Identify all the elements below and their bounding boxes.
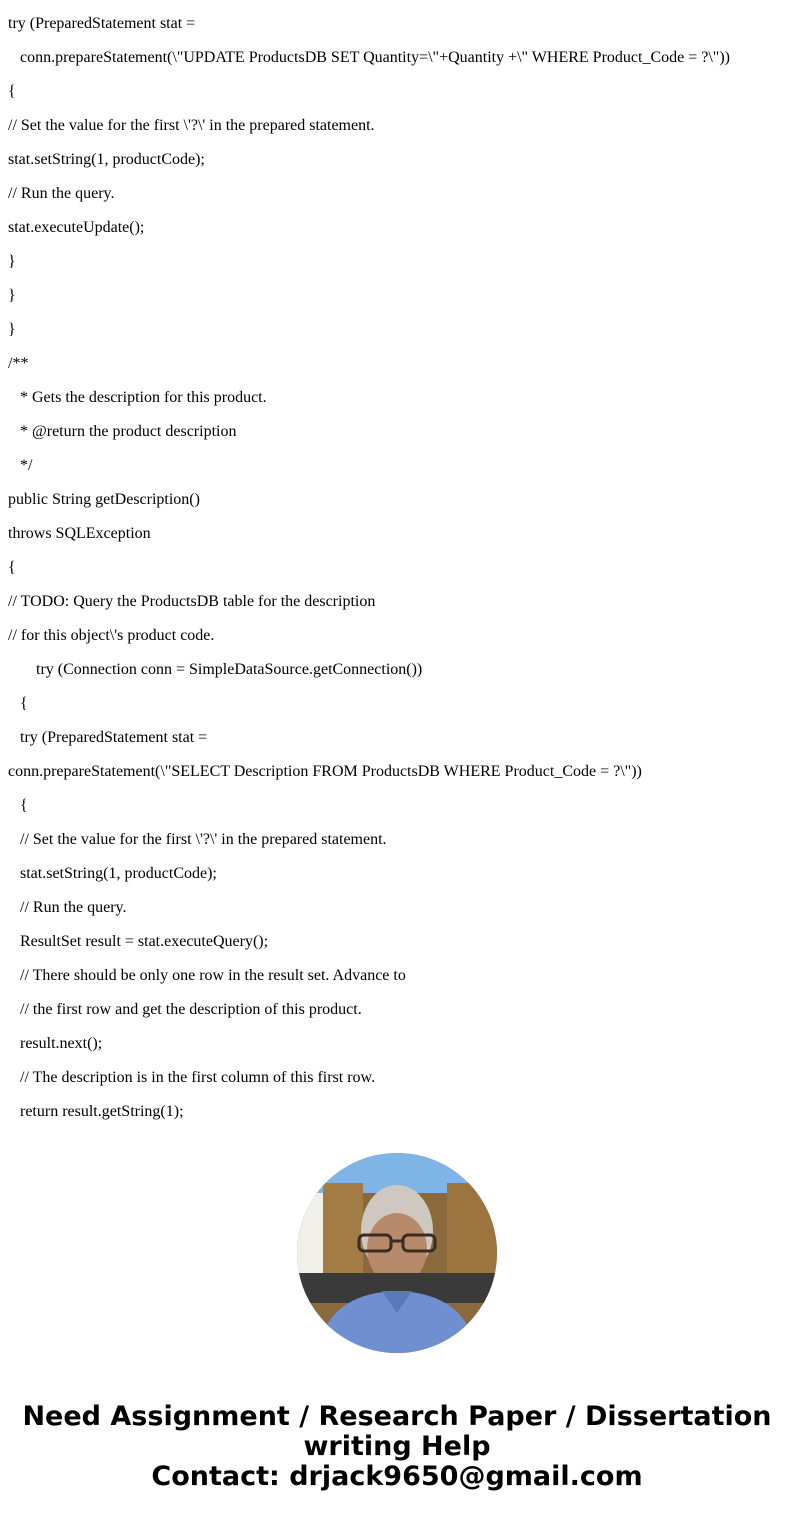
code-line: // for this object\'s product code. [8, 627, 215, 644]
code-line: // Set the value for the first \'?\' in the prepared statement. [8, 117, 375, 134]
code-line: // Run the query. [8, 899, 127, 916]
code-line: return result.getString(1); [8, 1103, 184, 1120]
code-line: // the first row and get the description of this product. [8, 1001, 362, 1018]
code-line: result.next(); [8, 1035, 103, 1052]
code-line: * @return the product description [8, 423, 237, 440]
code-line: } [8, 321, 16, 338]
code-line: // Run the query. [8, 185, 115, 202]
code-line: try (PreparedStatement stat = [8, 15, 196, 32]
code-line: throws SQLException [8, 525, 151, 542]
code-line: stat.executeUpdate(); [8, 219, 145, 236]
code-line: try (PreparedStatement stat = [8, 729, 208, 746]
code-line: stat.setString(1, productCode); [8, 151, 205, 168]
code-line: } [8, 287, 16, 304]
code-line: ResultSet result = stat.executeQuery(); [8, 933, 269, 950]
contact-banner [0, 1402, 794, 1492]
code-line: { [8, 695, 28, 712]
code-line: { [8, 83, 16, 100]
code-line: { [8, 559, 16, 576]
contact-email: Contact: drjack9650@gmail.com [151, 1461, 643, 1492]
code-line: stat.setString(1, productCode); [8, 865, 217, 882]
code-line: /** [8, 355, 29, 372]
code-line: * Gets the description for this product. [8, 389, 267, 406]
code-line: } [8, 253, 16, 270]
avatar-portrait-image [297, 1153, 497, 1353]
code-line: // The description is in the first column of this first row. [8, 1069, 376, 1086]
code-line: // There should be only one row in the result set. Advance to [8, 967, 406, 984]
code-line: */ [8, 457, 33, 474]
code-line: // TODO: Query the ProductsDB table for the description [8, 593, 376, 610]
code-line: conn.prepareStatement(\"UPDATE ProductsDB SET Quantity=\"+Quantity +\" WHERE Product_Code = ?\")) [8, 49, 730, 66]
code-line: // Set the value for the first \'?\' in the prepared statement. [8, 831, 387, 848]
code-line: try (Connection conn = SimpleDataSource.getConnection()) [8, 661, 423, 678]
code-line: conn.prepareStatement(\"SELECT Description FROM ProductsDB WHERE Product_Code = ?\")) [8, 763, 642, 780]
avatar [297, 1153, 497, 1353]
banner-subline: writing Help [303, 1431, 491, 1462]
code-line: { [8, 797, 28, 814]
banner-headline: Need Assignment / Research Paper / Dissertation [22, 1401, 772, 1432]
code-line: public String getDescription() [8, 491, 200, 508]
